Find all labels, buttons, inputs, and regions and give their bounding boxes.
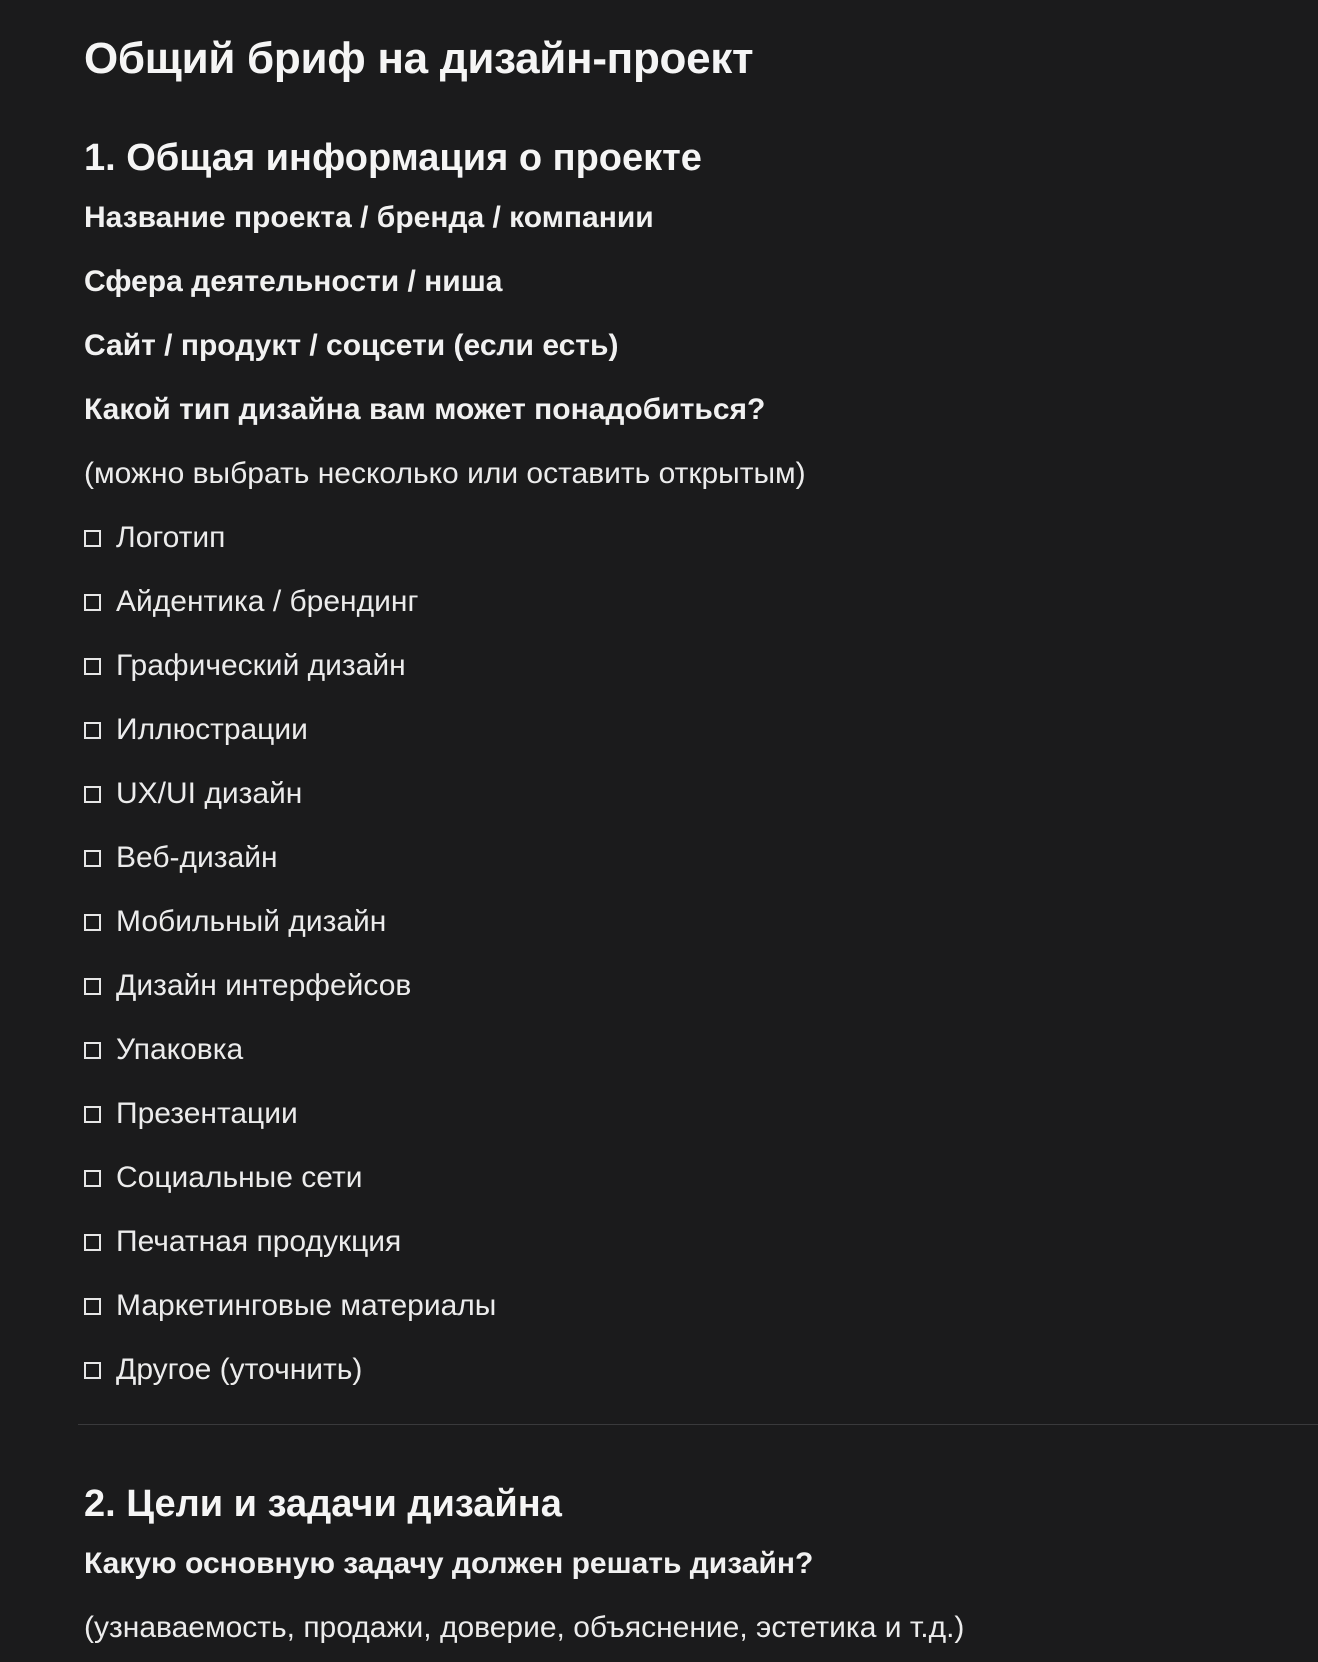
checkbox-icon[interactable] (84, 786, 101, 803)
option-identity[interactable] (84, 570, 1264, 634)
option-logo[interactable] (84, 506, 1264, 570)
checkbox-icon[interactable] (84, 658, 101, 675)
section-divider (78, 1424, 1318, 1425)
option-label: Печатная продукция (116, 1225, 402, 1258)
option-print[interactable] (84, 1210, 1264, 1274)
option-presentations[interactable] (84, 1082, 1264, 1146)
checkbox-icon[interactable] (84, 978, 101, 995)
design-type-options (84, 506, 1264, 1402)
option-label: Графический дизайн (116, 649, 406, 682)
option-label: Презентации (116, 1097, 298, 1130)
section-2-title: 2. Цели и задачи дизайна (84, 1483, 562, 1525)
checkbox-icon[interactable] (84, 1362, 101, 1379)
design-type-hint: (можно выбрать несколько или оставить открытым) (84, 457, 806, 490)
option-label: Веб-дизайн (116, 841, 278, 874)
field-design-type-question: Какой тип дизайна вам может понадобиться? (84, 393, 766, 426)
option-social-media[interactable] (84, 1146, 1264, 1210)
option-label: Маркетинговые материалы (116, 1289, 497, 1322)
field-industry: Сфера деятельности / ниша (84, 265, 503, 298)
option-label: Айдентика / брендинг (116, 585, 419, 618)
checkbox-icon[interactable] (84, 1106, 101, 1123)
option-label: Другое (уточнить) (116, 1353, 363, 1386)
option-label: UX/UI дизайн (116, 777, 303, 810)
main-task-hint: (узнаваемость, продажи, доверие, объяснение, эстетика и т.д.) (84, 1611, 965, 1644)
option-other[interactable] (84, 1338, 1264, 1402)
checkbox-icon[interactable] (84, 1298, 101, 1315)
checkbox-icon[interactable] (84, 850, 101, 867)
field-website: Сайт / продукт / соцсети (если есть) (84, 329, 619, 362)
checkbox-icon[interactable] (84, 722, 101, 739)
option-label: Упаковка (116, 1033, 244, 1066)
section-1-title: 1. Общая информация о проекте (84, 137, 702, 179)
option-label: Дизайн интерфейсов (116, 969, 412, 1002)
option-label: Мобильный дизайн (116, 905, 387, 938)
option-graphic-design[interactable] (84, 634, 1264, 698)
checkbox-icon[interactable] (84, 1042, 101, 1059)
checkbox-icon[interactable] (84, 594, 101, 611)
option-illustrations[interactable] (84, 698, 1264, 762)
option-label: Социальные сети (116, 1161, 363, 1194)
checkbox-icon[interactable] (84, 1234, 101, 1251)
option-packaging[interactable] (84, 1018, 1264, 1082)
field-main-task-question: Какую основную задачу должен решать дизайн? (84, 1547, 814, 1580)
option-web-design[interactable] (84, 826, 1264, 890)
section-2 (84, 1476, 1264, 1660)
checkbox-icon[interactable] (84, 914, 101, 931)
checkbox-icon[interactable] (84, 530, 101, 547)
option-ux-ui[interactable] (84, 762, 1264, 826)
page-title: Общий бриф на дизайн-проект (84, 34, 754, 83)
option-interface-design[interactable] (84, 954, 1264, 1018)
checkbox-icon[interactable] (84, 1170, 101, 1187)
document-body (84, 28, 1264, 1402)
option-mobile-design[interactable] (84, 890, 1264, 954)
option-label: Иллюстрации (116, 713, 308, 746)
field-project-name: Название проекта / бренда / компании (84, 201, 654, 234)
option-marketing[interactable] (84, 1274, 1264, 1338)
option-label: Логотип (116, 521, 226, 554)
